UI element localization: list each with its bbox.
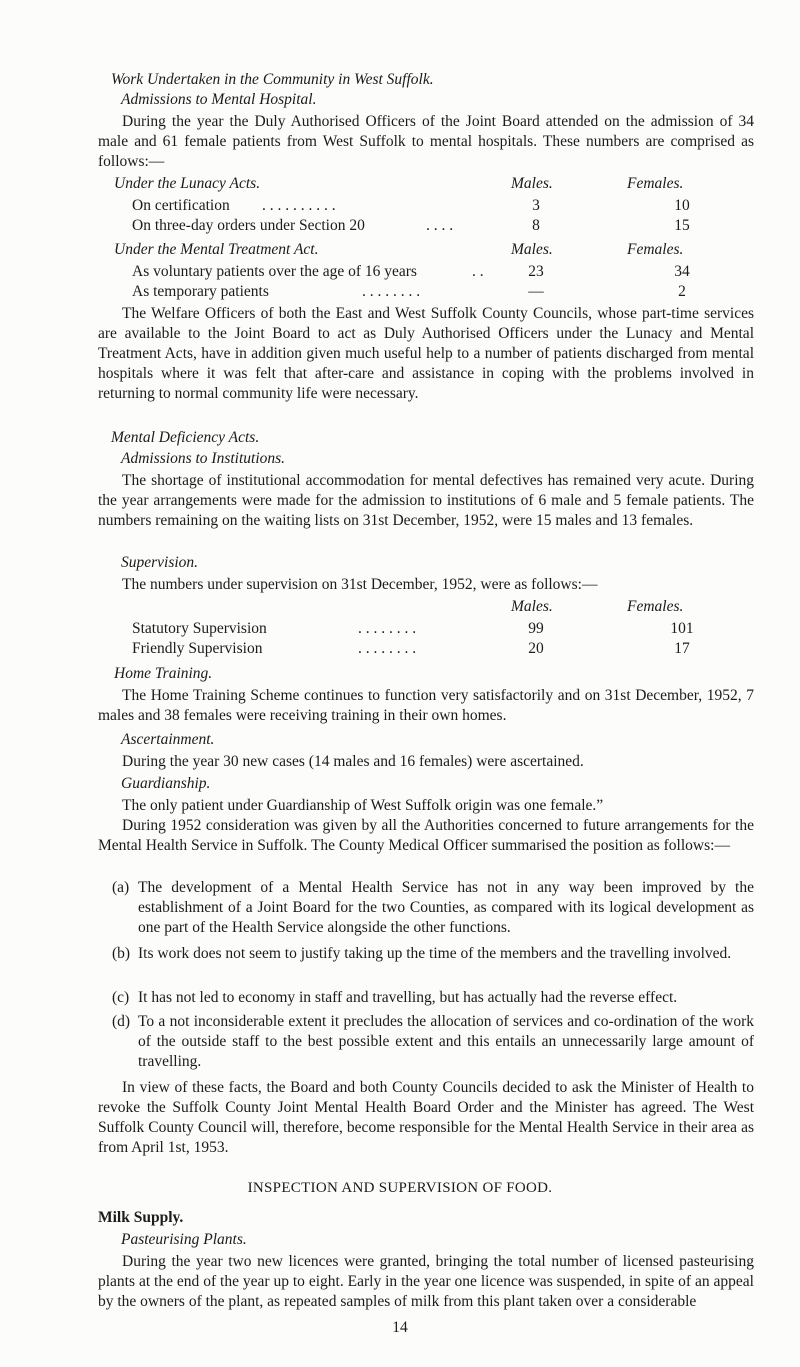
supervision-males-header: Males. (511, 598, 553, 615)
males-value: 8 (532, 217, 540, 234)
lunacy-acts-heading: Under the Lunacy Acts. (114, 175, 261, 192)
item-key: (d) (112, 1013, 131, 1030)
lunacy-females-header: Females. (627, 175, 684, 192)
paragraph-guardianship: The only patient under Guardianship of West Suffolk origin was one female.” (122, 797, 604, 814)
table-row (132, 639, 754, 659)
females-value: 15 (674, 217, 690, 234)
subheading-admissions-institutions: Admissions to Institutions. (121, 450, 286, 467)
row-label: As voluntary patients over the age of 16 years (132, 263, 417, 280)
item-key: (b) (112, 945, 131, 962)
list-item (112, 944, 754, 964)
list-item (112, 878, 754, 938)
leader-dots: . . . . . . . . (358, 640, 417, 657)
item-text: To a not inconsiderable extent it precludes the allocation of services and co-ordination of the work of the outside staff to the best possible extent and this entails an unnecessarily large amount of travelling. (138, 1013, 754, 1070)
table-row (132, 216, 754, 236)
row-label: Statutory Supervision (132, 620, 267, 637)
item-text: It has not led to economy in staff and travelling, but has actually had the reverse effect. (138, 989, 678, 1006)
treatment-males-header: Males. (511, 241, 553, 258)
leader-dots: . . . . . . . . . . (262, 197, 336, 214)
row-label: On certification (132, 197, 230, 214)
subheading-supervision: Supervision. (121, 554, 199, 571)
list-item (112, 1012, 754, 1072)
supervision-females-header: Females. (627, 598, 684, 615)
table-row (132, 262, 754, 282)
lunacy-males-header: Males. (511, 175, 553, 192)
paragraph-ascertainment: During the year 30 new cases (14 males and 16 females) were ascertained. (122, 753, 584, 770)
males-value: 99 (528, 620, 544, 637)
subheading-admissions-mental-hospital: Admissions to Mental Hospital. (121, 91, 317, 108)
females-value: 2 (678, 283, 686, 300)
subheading-mental-deficiency: Mental Deficiency Acts. (111, 429, 260, 446)
mental-treatment-heading: Under the Mental Treatment Act. (114, 241, 319, 258)
table-row (132, 196, 754, 216)
paragraph-admissions: During the year the Duly Authorised Officers of the Joint Board attended on the admission of 34 male and 61 female patients from West Suffolk to mental hospitals. These numbers are comprised as follows:— (98, 113, 754, 170)
subheading-pasteurising-plants: Pasteurising Plants. (121, 1231, 247, 1248)
females-value: 101 (670, 620, 694, 637)
leader-dots: . . (472, 263, 484, 280)
paragraph-consideration: During 1952 consideration was given by all the Authorities concerned to future arrangements for the Mental Health Service in Suffolk. The County Medical Officer summarised the position as follows:— (98, 817, 754, 854)
item-key: (c) (112, 989, 130, 1006)
paragraph-revoke: In view of these facts, the Board and both County Councils decided to ask the Minister of Health to revoke the Suffolk County Joint Mental Health Board Order and the Minister has agreed. The West Suffolk County Council will, therefore, become responsible for the Mental Health Service in their area as from April 1st, 1953. (98, 1079, 754, 1156)
page-number: 14 (392, 1319, 408, 1336)
females-value: 17 (674, 640, 690, 657)
table-row (132, 619, 754, 639)
section-title: Work Undertaken in the Community in West Suffolk. (111, 71, 434, 88)
subheading-home-training: Home Training. (114, 665, 213, 682)
row-label: On three-day orders under Section 20 (132, 217, 365, 234)
paragraph-welfare-officers: The Welfare Officers of both the East and West Suffolk County Councils, whose part-time services are available to the Joint Board to act as Duly Authorised Officers under the Lunacy and Mental Treatment Acts, have in addition given much useful help to a number of patients discharged from mental hospitals where it was felt that after-care and assistance in coping with the problems involved in returning to normal community life were necessary. (98, 305, 754, 402)
row-label: Friendly Supervision (132, 640, 263, 657)
table-row (132, 282, 754, 302)
males-value: 3 (532, 197, 540, 214)
paragraph-supervision: The numbers under supervision on 31st December, 1952, were as follows:— (122, 576, 598, 593)
leader-dots: . . . . . . . . (358, 620, 417, 637)
heading-inspection-food: INSPECTION AND SUPERVISION OF FOOD. (247, 1180, 553, 1196)
leader-dots: . . . . (426, 217, 454, 234)
heading-milk-supply: Milk Supply. (98, 1209, 184, 1226)
females-value: 34 (674, 263, 690, 280)
females-value: 10 (674, 197, 690, 214)
paragraph-home-training: The Home Training Scheme continues to function very satisfactorily and on 31st December, 1952, 7 males and 38 females were receiving training in their own homes. (98, 687, 754, 724)
item-text: Its work does not seem to justify taking up the time of the members and the travelling involved. (138, 945, 732, 962)
paragraph-shortage: The shortage of institutional accommodation for mental defectives has remained very acute. During the year arrangements were made for the admission to institutions of 6 male and 5 female patients. The numbers remaining on the waiting lists on 31st December, 1952, were 15 males and 13 females. (98, 472, 754, 529)
item-text: The development of a Mental Health Service has not in any way been improved by the establishment of a Joint Board for the two Counties, as compared with its logical development as one part of the Health Service alongside the other functions. (138, 879, 754, 936)
treatment-females-header: Females. (627, 241, 684, 258)
subheading-guardianship: Guardianship. (121, 775, 211, 792)
row-label: As temporary patients (132, 283, 269, 300)
subheading-ascertainment: Ascertainment. (121, 731, 215, 748)
males-value: 23 (528, 263, 544, 280)
males-value: — (528, 283, 544, 300)
males-value: 20 (528, 640, 544, 657)
leader-dots: . . . . . . . . (362, 283, 421, 300)
list-item (112, 988, 754, 1008)
item-key: (a) (112, 879, 130, 896)
paragraph-pasteurising: During the year two new licences were granted, bringing the total number of licensed pasteurising plants at the end of the year up to eight. Early in the year one licence was suspended, in spite of an appeal by the owners of the plant, as repeated samples of milk from this plant taken over a considerable (98, 1253, 754, 1310)
